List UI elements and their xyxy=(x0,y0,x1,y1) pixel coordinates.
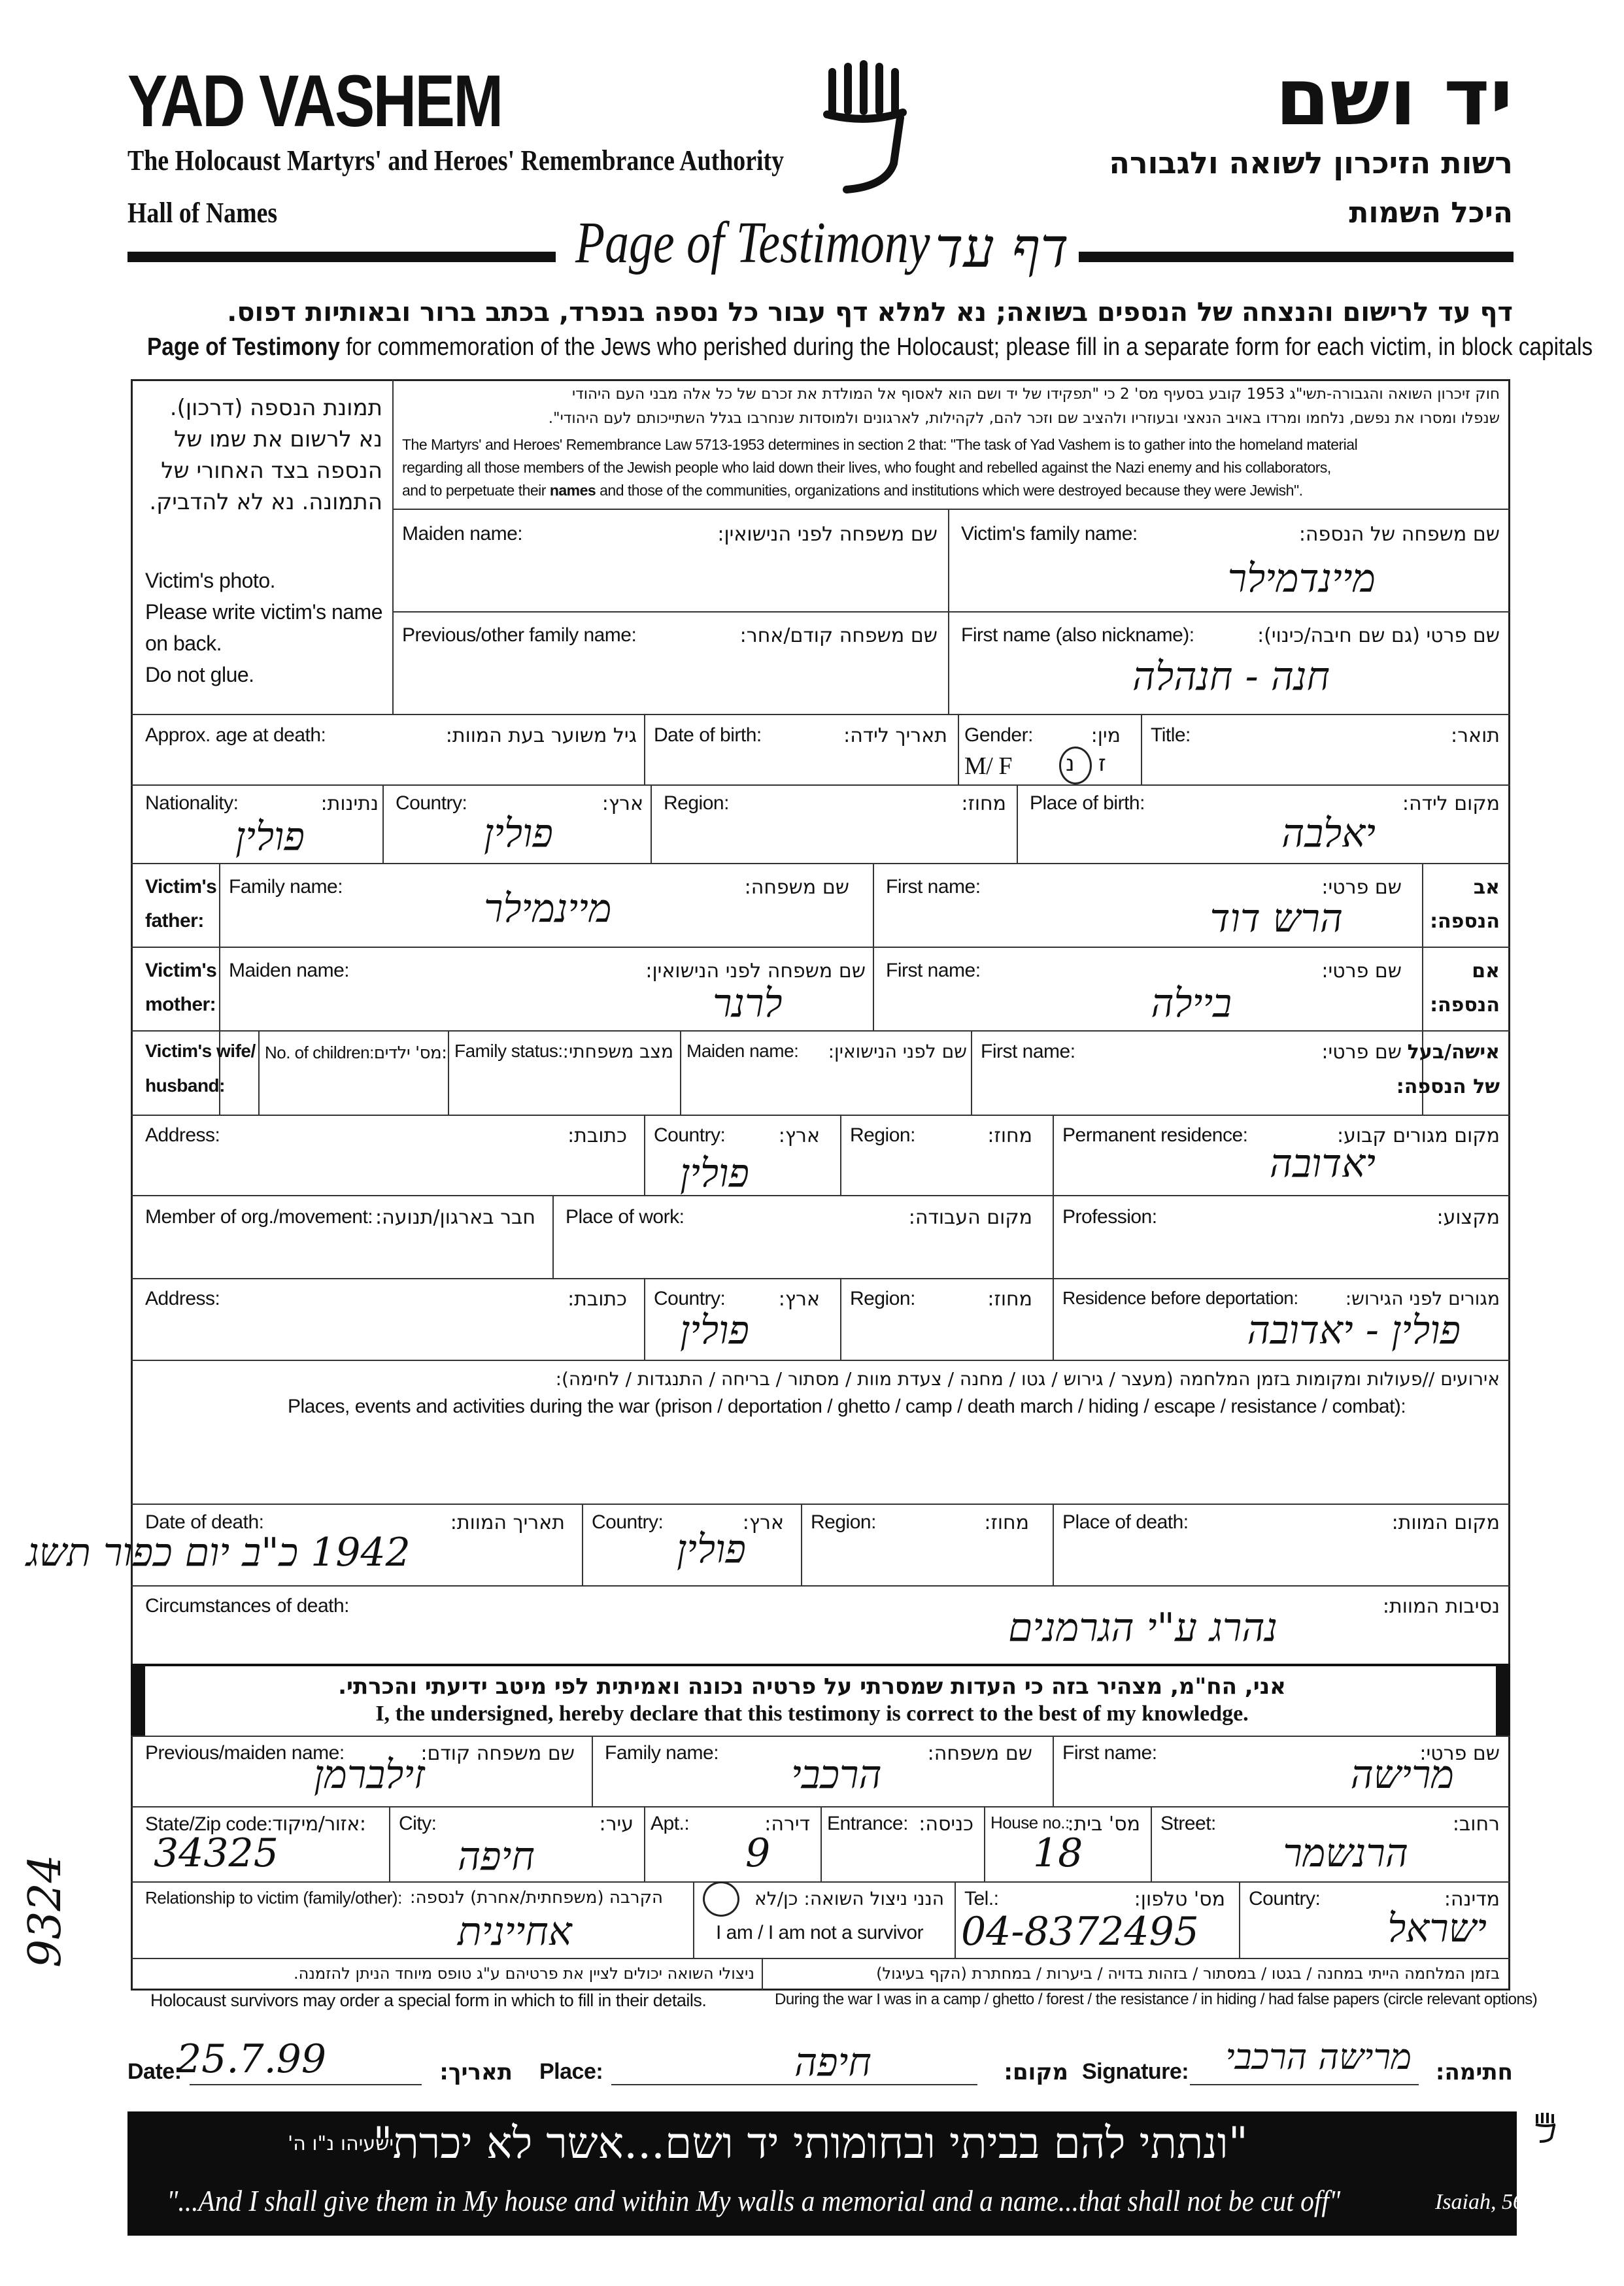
father-first-name-value[interactable]: הרש דוד xyxy=(1210,896,1343,941)
photo-instructions-en-3: on back. xyxy=(145,631,222,655)
age-at-death-label-he: גיל משוער בעת המוות: xyxy=(445,724,637,747)
permanent-residence-label-he: מקום מגורים קבוע: xyxy=(1337,1124,1500,1147)
mother-maiden-name-value[interactable]: לרנר xyxy=(713,981,783,1026)
submitter-country-label: Country: xyxy=(1249,1888,1321,1909)
residence-before-deportation-value[interactable]: פולין - יאדובה xyxy=(1247,1307,1461,1353)
address2-country-value[interactable]: פולין xyxy=(680,1307,749,1353)
title-rule-right xyxy=(1079,252,1514,262)
street-label: Street: xyxy=(1160,1813,1216,1834)
city-label: City: xyxy=(399,1813,437,1834)
father-first-name-label-he: שם פרטי: xyxy=(1321,876,1402,899)
place-of-work-label-he: מקום העבודה: xyxy=(908,1206,1032,1229)
nationality-label-he: נתינות: xyxy=(320,792,379,815)
father-family-name-value[interactable]: מיינמילר xyxy=(484,886,612,932)
mother-first-name-label-he: שם פרטי: xyxy=(1321,960,1402,983)
death-country-value[interactable]: פולין xyxy=(677,1526,746,1572)
father-label-1: Victim's xyxy=(145,876,217,898)
submitter-first-name-value[interactable]: מרישה xyxy=(1350,1752,1454,1798)
hall-of-names-he: היכל השמות xyxy=(1349,196,1513,229)
place-value[interactable]: חיפה xyxy=(794,2040,871,2085)
house-no-label: House no.: xyxy=(990,1813,1070,1832)
address-country-value[interactable]: פולין xyxy=(680,1151,749,1196)
intro-en-bold: Page of Testimony xyxy=(147,333,340,361)
mother-label-he-2: הנספה: xyxy=(1430,994,1500,1017)
residence-before-deportation-label-he: מגורים לפני הגירוש: xyxy=(1345,1288,1500,1309)
photo-instructions-en-4: Do not glue. xyxy=(145,663,254,686)
law-he-1: חוק זיכרון השואה והגבורה-תשי"ג 1953 קובע בסעיף מס' 2 כי "תפקידו של יד ושם הוא לאסוף אל המולדת את זכרם של כל אלה מבני העם היהודי xyxy=(572,386,1500,403)
death-region-label: Region: xyxy=(811,1511,876,1533)
previous-family-name-label: Previous/other family name: xyxy=(402,624,637,646)
signature-label: Signature: xyxy=(1082,2059,1189,2084)
place-label: Place: xyxy=(539,2059,603,2084)
family-status-label: Family status: xyxy=(454,1041,563,1061)
street-label-he: רחוב: xyxy=(1452,1813,1500,1836)
date-of-death-value[interactable]: 1942 כ"ב יום כפור תשג xyxy=(26,1530,411,1575)
place-of-work-label: Place of work: xyxy=(566,1206,685,1228)
apt-label-he: דירה: xyxy=(764,1813,810,1836)
date-of-death-label: Date of death: xyxy=(145,1511,264,1533)
victim-family-name-label: Victim's family name: xyxy=(961,523,1138,545)
gender-female-circle[interactable] xyxy=(1059,747,1092,784)
house-no-value[interactable]: 18 xyxy=(1033,1830,1083,1876)
spouse-label-2: husband: xyxy=(145,1075,225,1096)
title-label-he: תואר: xyxy=(1451,724,1500,747)
date-value[interactable]: 25.7.99 xyxy=(177,2036,327,2082)
zip-label: State/Zip code:אזור/מיקוד: xyxy=(145,1813,366,1836)
mother-label-he-1: אם xyxy=(1472,960,1500,983)
father-first-name-label: First name: xyxy=(886,876,981,898)
wartime-status-en: During the war I was in a camp / ghetto / forest / the resistance / in hiding / had false papers (circle relevant options) xyxy=(775,1991,1538,2008)
place-label-he: מקום: xyxy=(1004,2059,1068,2085)
gender-male-he: ז xyxy=(1098,750,1106,777)
spouse-maiden-name-label: Maiden name: xyxy=(686,1041,799,1061)
survivor-label-he: הנני ניצול השואה: כן/לא xyxy=(754,1888,944,1909)
relationship-label: Relationship to victim (family/other): xyxy=(145,1888,402,1908)
war-events-label-en: Places, events and activities during the war (prison / deportation / ghetto / camp / death march / hiding / escape / resistance / combat): xyxy=(288,1396,1406,1417)
address-region-label-he: מחוז: xyxy=(987,1124,1032,1147)
zip-value[interactable]: 34325 xyxy=(154,1830,279,1876)
address-region-label: Region: xyxy=(850,1124,915,1146)
gender-female-mark: נ xyxy=(1066,750,1075,777)
submitter-family-name-value[interactable]: הרכבי xyxy=(791,1752,882,1798)
father-family-name-label: Family name: xyxy=(229,876,343,898)
place-of-birth-value[interactable]: יאלבה xyxy=(1281,811,1376,856)
place-of-birth-label: Place of birth: xyxy=(1030,792,1145,814)
intro-en xyxy=(147,333,1593,361)
title-label: Title: xyxy=(1151,724,1191,746)
margin-reference-number: 9324 xyxy=(20,1854,71,1968)
org-subtitle-he: רשות הזיכרון לשואה ולגבורה xyxy=(1109,145,1513,180)
footer-ref-en: Isaiah, 56:5 xyxy=(1435,2190,1543,2214)
date-label-he: תאריך: xyxy=(439,2059,513,2085)
member-org-label: Member of org./movement: xyxy=(145,1206,373,1228)
footer-quote-he: "ונתתי להם בביתי ובחומותי יד ושם...אשר לא יכרת" xyxy=(373,2118,1248,2168)
tel-label-he: מס' טלפון: xyxy=(1134,1888,1225,1911)
intro-en-rest: for commemoration of the Jews who perished during the Holocaust; please fill in a separate form for each victim, in block capitals xyxy=(339,333,1593,361)
entrance-label: Entrance: xyxy=(827,1813,908,1834)
date-of-birth-label: Date of birth: xyxy=(654,724,762,746)
circumstances-label: Circumstances of death: xyxy=(145,1595,349,1617)
mother-label-2: mother: xyxy=(145,994,216,1015)
place-of-death-label: Place of death: xyxy=(1062,1511,1189,1533)
submitter-country-value[interactable]: ישראל xyxy=(1387,1906,1487,1951)
permanent-residence-label: Permanent residence: xyxy=(1062,1124,1248,1146)
signature-label-he: חתימה: xyxy=(1435,2059,1513,2085)
family-status-label-he: מצב משפחתי: xyxy=(562,1041,673,1062)
page-title-he: דף עד xyxy=(935,216,1069,280)
address2-country-label-he: ארץ: xyxy=(778,1288,820,1311)
address2-region-label-he: מחוז: xyxy=(987,1288,1032,1311)
spouse-maiden-name-label-he: שם לפני הנישואין: xyxy=(828,1041,967,1062)
death-region-label-he: מחוז: xyxy=(984,1511,1029,1534)
place-of-birth-label-he: מקום לידה: xyxy=(1402,792,1500,815)
submitter-first-name-label: First name: xyxy=(1062,1742,1157,1764)
wartime-status-he: בזמן המלחמה הייתי במחנה / בגטו / במסתור / בזהות בדויה / ביערות / במחתרת (הקף בעיגול) xyxy=(876,1964,1500,1983)
address2-region-label: Region: xyxy=(850,1288,915,1309)
title-rule-left xyxy=(127,252,556,262)
country-birth-label: Country: xyxy=(396,792,467,814)
circumstances-value[interactable]: נהרג ע"י הגרמנים xyxy=(1007,1605,1277,1651)
spouse-label-1: Victim's wife/ xyxy=(145,1041,256,1061)
org-name-he: יד ושם xyxy=(1275,52,1513,143)
address2-label-he: כתובת: xyxy=(567,1288,627,1311)
page-title-en: Page of Testimony xyxy=(575,210,930,275)
intro-he: דף עד לרישום והנצחה של הנספים בשואה; נא למלא דף עבור כל נספה בנפרד, בכתב ברור ובאותיות דפוס. xyxy=(227,297,1513,328)
survivor-label-en: I am / I am not a survivor xyxy=(716,1922,924,1943)
photo-instructions-en-2: Please write victim's name xyxy=(145,600,382,624)
law-he-2: שנפלו ומסרו את נפשם, נלחמו ומרדו באויב הנאצי ובעוזריו ולהציב שם וזכר להם, לקהילות, לארגונים ולמוסדות שנחרבו בגלל השתייכותם לעם היהודי". xyxy=(548,410,1500,427)
circumstances-label-he: נסיבות המוות: xyxy=(1382,1595,1500,1618)
place-of-death-label-he: מקום המוות: xyxy=(1391,1511,1500,1534)
survivors-special-form-en: Holocaust survivors may order a special form in which to fill in their details. xyxy=(150,1991,707,2010)
org-subtitle-en: The Holocaust Martyrs' and Heroes' Remembrance Authority xyxy=(127,144,785,176)
mother-first-name-label: First name: xyxy=(886,960,981,981)
age-at-death-label: Approx. age at death: xyxy=(145,724,326,746)
submitter-family-name-label-he: שם משפחה: xyxy=(927,1742,1032,1765)
submitter-prev-name-value[interactable]: זילברמן xyxy=(314,1752,425,1798)
father-label-he-1: אב xyxy=(1473,876,1500,899)
father-label-2: father: xyxy=(145,910,204,932)
gender-options[interactable]: M/ F xyxy=(964,752,1012,780)
declaration-en: I, the undersigned, hereby declare that this testimony is correct to the best of my knowledge. xyxy=(375,1702,1249,1726)
first-name-label: First name (also nickname): xyxy=(961,624,1194,646)
first-name-label-he: שם פרטי (גם שם חיבה/כינוי): xyxy=(1257,624,1500,647)
survivor-no-circle[interactable] xyxy=(703,1881,739,1917)
victim-family-name-value[interactable]: מיינדמילר xyxy=(1227,556,1376,601)
mother-first-name-value[interactable]: ביילה xyxy=(1151,981,1232,1026)
permanent-residence-value[interactable]: יאדובה xyxy=(1269,1141,1376,1186)
city-value[interactable]: חיפה xyxy=(458,1834,535,1879)
address-label-he: כתובת: xyxy=(567,1124,627,1147)
date-of-death-label-he: תאריך המוות: xyxy=(450,1511,565,1534)
country-birth-label-he: ארץ: xyxy=(601,792,643,815)
submitter-family-name-label: Family name: xyxy=(605,1742,719,1764)
survivors-special-form-he: ניצולי השואה יכולים לציין את פרטיהם ע"ג טופס מיוחד הניתן להזמנה. xyxy=(294,1964,754,1983)
declaration-he: אני, הח"מ, מצהיר בזה כי העדות שמסרתי על פרטיה נכונה ואמיתית לפי מיטב ידיעתי והכרתי. xyxy=(338,1673,1286,1700)
submitter-prev-name-label: Previous/maiden name: xyxy=(145,1742,345,1764)
spouse-label-he-1: אישה/בעל xyxy=(1407,1041,1500,1064)
hall-of-names-en: Hall of Names xyxy=(127,197,278,229)
city-label-he: עיר: xyxy=(599,1813,634,1836)
address2-label: Address: xyxy=(145,1288,220,1309)
signature-value[interactable]: מרישה הרכבי xyxy=(1225,2036,1412,2077)
profession-label: Profession: xyxy=(1062,1206,1157,1228)
maiden-name-label-he: שם משפחה לפני הנישואין: xyxy=(717,523,938,546)
children-label: No. of children:מס' ילדים: xyxy=(265,1043,447,1063)
entrance-label-he: כניסה: xyxy=(919,1813,973,1836)
date-label: Date: xyxy=(127,2059,182,2084)
date-of-birth-label-he: תאריך לידה: xyxy=(843,724,947,747)
street-value[interactable]: הרנשמר xyxy=(1283,1830,1408,1876)
mother-maiden-name-label-he: שם משפחה לפני הנישואין: xyxy=(645,960,866,983)
nationality-label: Nationality: xyxy=(145,792,239,814)
apt-label: Apt.: xyxy=(651,1813,690,1834)
nationality-value[interactable]: פולין xyxy=(235,814,305,860)
victim-family-name-label-he: שם משפחה של הנספה: xyxy=(1298,523,1500,546)
father-label-he-2: הנספה: xyxy=(1430,910,1500,933)
address-country-label: Country: xyxy=(654,1124,726,1146)
relationship-value[interactable]: אחיינית xyxy=(458,1909,572,1955)
photo-instructions-he: תמונת הנספה (דרכון). נא לרשום את שמו של הנספה בצד האחורי של התמונה. נא לא להדביק. xyxy=(149,395,382,515)
law-en-1: The Martyrs' and Heroes' Remembrance Law 5713-1953 determines in section 2 that: "The task of Yad Vashem is to gather into the homeland material xyxy=(402,436,1358,453)
mother-label-1: Victim's xyxy=(145,960,217,981)
victim-first-name-value[interactable]: חנה - חנהלה xyxy=(1132,654,1330,699)
tel-value[interactable]: 04-8372495 xyxy=(961,1909,1199,1955)
submitter-prev-name-label-he: שם משפחה קודם: xyxy=(420,1742,575,1765)
maiden-name-label: Maiden name: xyxy=(402,523,523,545)
address-label: Address: xyxy=(145,1124,220,1146)
spouse-first-name-label: First name: xyxy=(981,1041,1075,1062)
previous-family-name-label-he: שם משפחה קודם/אחר: xyxy=(739,624,938,647)
house-no-label-he: מס' בית: xyxy=(1067,1813,1140,1836)
spouse-label-he-2: של הנספה: xyxy=(1396,1075,1500,1098)
submitter-country-label-he: מדינה: xyxy=(1444,1888,1500,1911)
law-en-2: regarding all those members of the Jewish people who laid down their lives, who fought and rebelled against the Nazi enemy and his collaborators, xyxy=(402,459,1331,476)
region-birth-label: Region: xyxy=(664,792,729,814)
tel-label: Tel.: xyxy=(964,1888,999,1909)
spouse-first-name-label-he: שם פרטי: xyxy=(1321,1041,1402,1064)
footer-ref-he: ישעיהו נ"ו ה' xyxy=(288,2132,394,2155)
region-birth-label-he: מחוז: xyxy=(961,792,1006,815)
war-events-label-he: אירועים //פעולות ומקומות בזמן המלחמה (מעצר / גירוש / גטו / מחנה / צעדת מוות / מסתור / בריחה / התנגדות / לחימה): xyxy=(555,1368,1500,1390)
mother-maiden-name-label: Maiden name: xyxy=(229,960,350,981)
residence-before-deportation-label: Residence before deportation: xyxy=(1062,1288,1298,1308)
death-country-label-he: ארץ: xyxy=(742,1511,784,1534)
photo-instructions-en-1: Victim's photo. xyxy=(145,569,275,592)
gender-label-he: מין: xyxy=(1091,724,1121,747)
submitter-first-name-label-he: שם פרטי: xyxy=(1419,1742,1500,1765)
footer-quote-en: "...And I shall give them in My house and within My walls a memorial and a name...that shall not be cut off" xyxy=(167,2184,1341,2217)
relationship-label-he: הקרבה (משפחתית/אחרת) לנספה: xyxy=(409,1888,663,1908)
father-family-name-label-he: שם משפחה: xyxy=(744,876,849,899)
apt-value[interactable]: 9 xyxy=(745,1830,771,1876)
org-name-en: YAD VASHEM xyxy=(127,60,502,142)
address-country-label-he: ארץ: xyxy=(778,1124,820,1147)
law-en-3: and to perpetuate their names and those of the communities, organizations and institutions which were destroyed because they were Jewish". xyxy=(402,482,1303,499)
gender-label: Gender: xyxy=(964,724,1033,746)
small-logo-icon xyxy=(1533,2111,1559,2143)
address2-country-label: Country: xyxy=(654,1288,726,1309)
country-birth-value[interactable]: פולין xyxy=(484,811,553,856)
death-country-label: Country: xyxy=(592,1511,664,1533)
profession-label-he: מקצוע: xyxy=(1436,1206,1500,1229)
member-org-label-he: חבר בארגון/תנועה: xyxy=(375,1206,535,1229)
yad-vashem-logo-icon xyxy=(820,52,919,203)
